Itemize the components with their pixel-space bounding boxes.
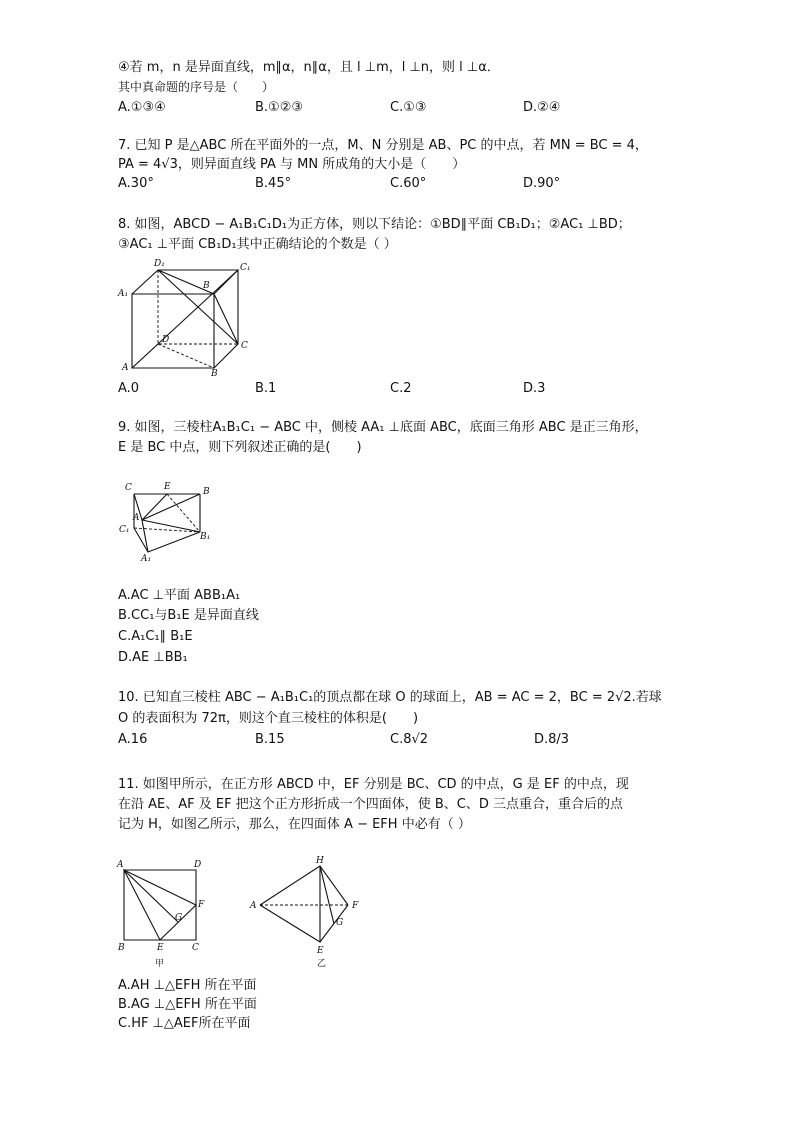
label-e: E — [164, 482, 171, 492]
label-a: A — [133, 513, 140, 523]
label-e: E — [317, 946, 324, 956]
cube-figure — [114, 256, 254, 376]
q7-option-b[interactable]: B.45° — [255, 176, 292, 191]
q8-option-c[interactable]: C.2 — [390, 381, 412, 396]
square-figure — [114, 854, 214, 970]
label-d1: D₁ — [154, 259, 165, 269]
prism-figure — [114, 476, 224, 564]
q9-option-b[interactable]: B.CC₁与B₁E 是异面直线 — [118, 608, 259, 623]
q10-stem-line1: 10. 已知直三棱柱 ABC − A₁B₁C₁的顶点都在球 O 的球面上，AB = AC = 2，BC = 2√2.若球 — [118, 690, 662, 705]
label-a1: A₁ — [141, 554, 152, 564]
prism-top-triangle — [134, 494, 200, 520]
q7-option-c[interactable]: C.60° — [390, 176, 427, 191]
label-c: C — [241, 341, 248, 351]
edges-a-h-f — [260, 866, 348, 905]
q11-stem-line1: 11. 如图甲所示，在正方形 ABCD 中，EF 分别是 BC、CD 的中点，G 是 EF 的中点，现 — [118, 777, 629, 792]
q7-option-d[interactable]: D.90° — [523, 176, 561, 191]
q10-option-d[interactable]: D.8/3 — [534, 732, 570, 747]
q8-option-d[interactable]: D.3 — [523, 381, 546, 396]
label-h: H — [316, 856, 324, 866]
label-b: B — [118, 943, 125, 953]
q6-option-b[interactable]: B.①②③ — [255, 100, 304, 115]
q9-option-a[interactable]: A.AC ⊥平面 ABB₁A₁ — [118, 588, 241, 603]
q11-stem-line3: 记为 H，如图乙所示，那么，在四面体 A − EFH 中必有（ ） — [118, 817, 471, 832]
q7-stem-line2: PA = 4√3，则异面直线 PA 与 MN 所成角的大小是（ ） — [118, 157, 466, 172]
q11-option-a[interactable]: A.AH ⊥△EFH 所在平面 — [118, 978, 257, 993]
label-b: B — [203, 487, 210, 497]
label-c1: C₁ — [240, 263, 251, 273]
q8-option-b[interactable]: B.1 — [255, 381, 277, 396]
q11-stem-line2: 在沿 AE、AF 及 EF 把这个正方形折成一个四面体，使 B、C、D 三点重合，重合后的点 — [118, 797, 623, 812]
label-g: G — [336, 918, 344, 928]
q11-option-b[interactable]: B.AG ⊥△EFH 所在平面 — [118, 997, 257, 1012]
label-e: E — [157, 943, 164, 953]
label-d: D — [194, 860, 202, 870]
diagonal-b1c — [214, 294, 238, 344]
q10-option-a[interactable]: A.16 — [118, 732, 148, 747]
q6-option-c[interactable]: C.①③ — [390, 100, 427, 115]
q9-option-d[interactable]: D.AE ⊥BB₁ — [118, 650, 188, 665]
q11-option-c[interactable]: C.HF ⊥△AEF所在平面 — [118, 1016, 251, 1031]
segment-ag — [124, 870, 178, 922]
q10-option-b[interactable]: B.15 — [255, 732, 285, 747]
q10-stem-line2: O 的表面积为 72π，则这个直三棱柱的体积是( ) — [118, 711, 419, 726]
q8-option-a[interactable]: A.0 — [118, 381, 140, 396]
q10-options — [118, 731, 678, 748]
q6-options — [118, 99, 678, 116]
label-g: G — [175, 913, 183, 923]
q9-stem-line1: 9. 如图，三棱柱A₁B₁C₁ − ABC 中，侧棱 AA₁ ⊥底面 ABC，底面三角形 ABC 是正三角形， — [118, 420, 648, 435]
diagonal-db — [158, 344, 214, 368]
label-a: A — [250, 901, 257, 911]
label-f: F — [198, 900, 205, 910]
label-a1: A₁ — [118, 289, 129, 299]
segment-ae — [142, 494, 167, 520]
q8-stem-line2: ③AC₁ ⊥平面 CB₁D₁其中正确结论的个数是（ ） — [118, 237, 397, 252]
diagonal-ac1 — [132, 270, 238, 368]
q6-option-d[interactable]: D.②④ — [523, 100, 561, 115]
label-b1: B₁ — [200, 532, 211, 542]
segment-hg — [320, 866, 334, 924]
q9-option-c[interactable]: C.A₁C₁∥ B₁E — [118, 629, 193, 644]
label-f: F — [352, 901, 359, 911]
label-a: A — [122, 363, 129, 373]
label-a: A — [117, 860, 124, 870]
q7-options — [118, 175, 678, 192]
label-b: B — [211, 369, 218, 376]
q9-stem-line2: E 是 BC 中点，则下列叙述正确的是( ) — [118, 440, 362, 455]
label-b1: B — [203, 281, 210, 291]
tetrahedron-figure — [244, 854, 374, 970]
q10-option-c[interactable]: C.8√2 — [390, 732, 429, 747]
figure-caption-jia: 甲 — [155, 959, 165, 969]
q8-options — [118, 380, 678, 397]
label-c1: C₁ — [119, 525, 130, 535]
q7-stem-line1: 7. 已知 P 是△ABC 所在平面外的一点，M、N 分别是 AB、PC 的中点，若 MN = BC = 4， — [118, 138, 648, 153]
label-d: D — [162, 335, 170, 345]
label-c: C — [125, 483, 132, 493]
q6-statement-4: ④若 m，n 是异面直线，m∥α，n∥α，且 l ⊥m，l ⊥n，则 l ⊥α． — [118, 60, 500, 75]
figure-caption-yi: 乙 — [317, 959, 327, 969]
label-c: C — [192, 943, 199, 953]
q6-option-a[interactable]: A.①③④ — [118, 100, 166, 115]
q8-stem-line1: 8. 如图，ABCD − A₁B₁C₁D₁为正方体，则以下结论：①BD∥平面 CB₁D₁；②AC₁ ⊥BD； — [118, 217, 631, 232]
q6-ask: 其中真命题的序号是（ ） — [118, 80, 275, 94]
edges-a-e-f — [260, 905, 348, 942]
q7-option-a[interactable]: A.30° — [118, 176, 154, 191]
